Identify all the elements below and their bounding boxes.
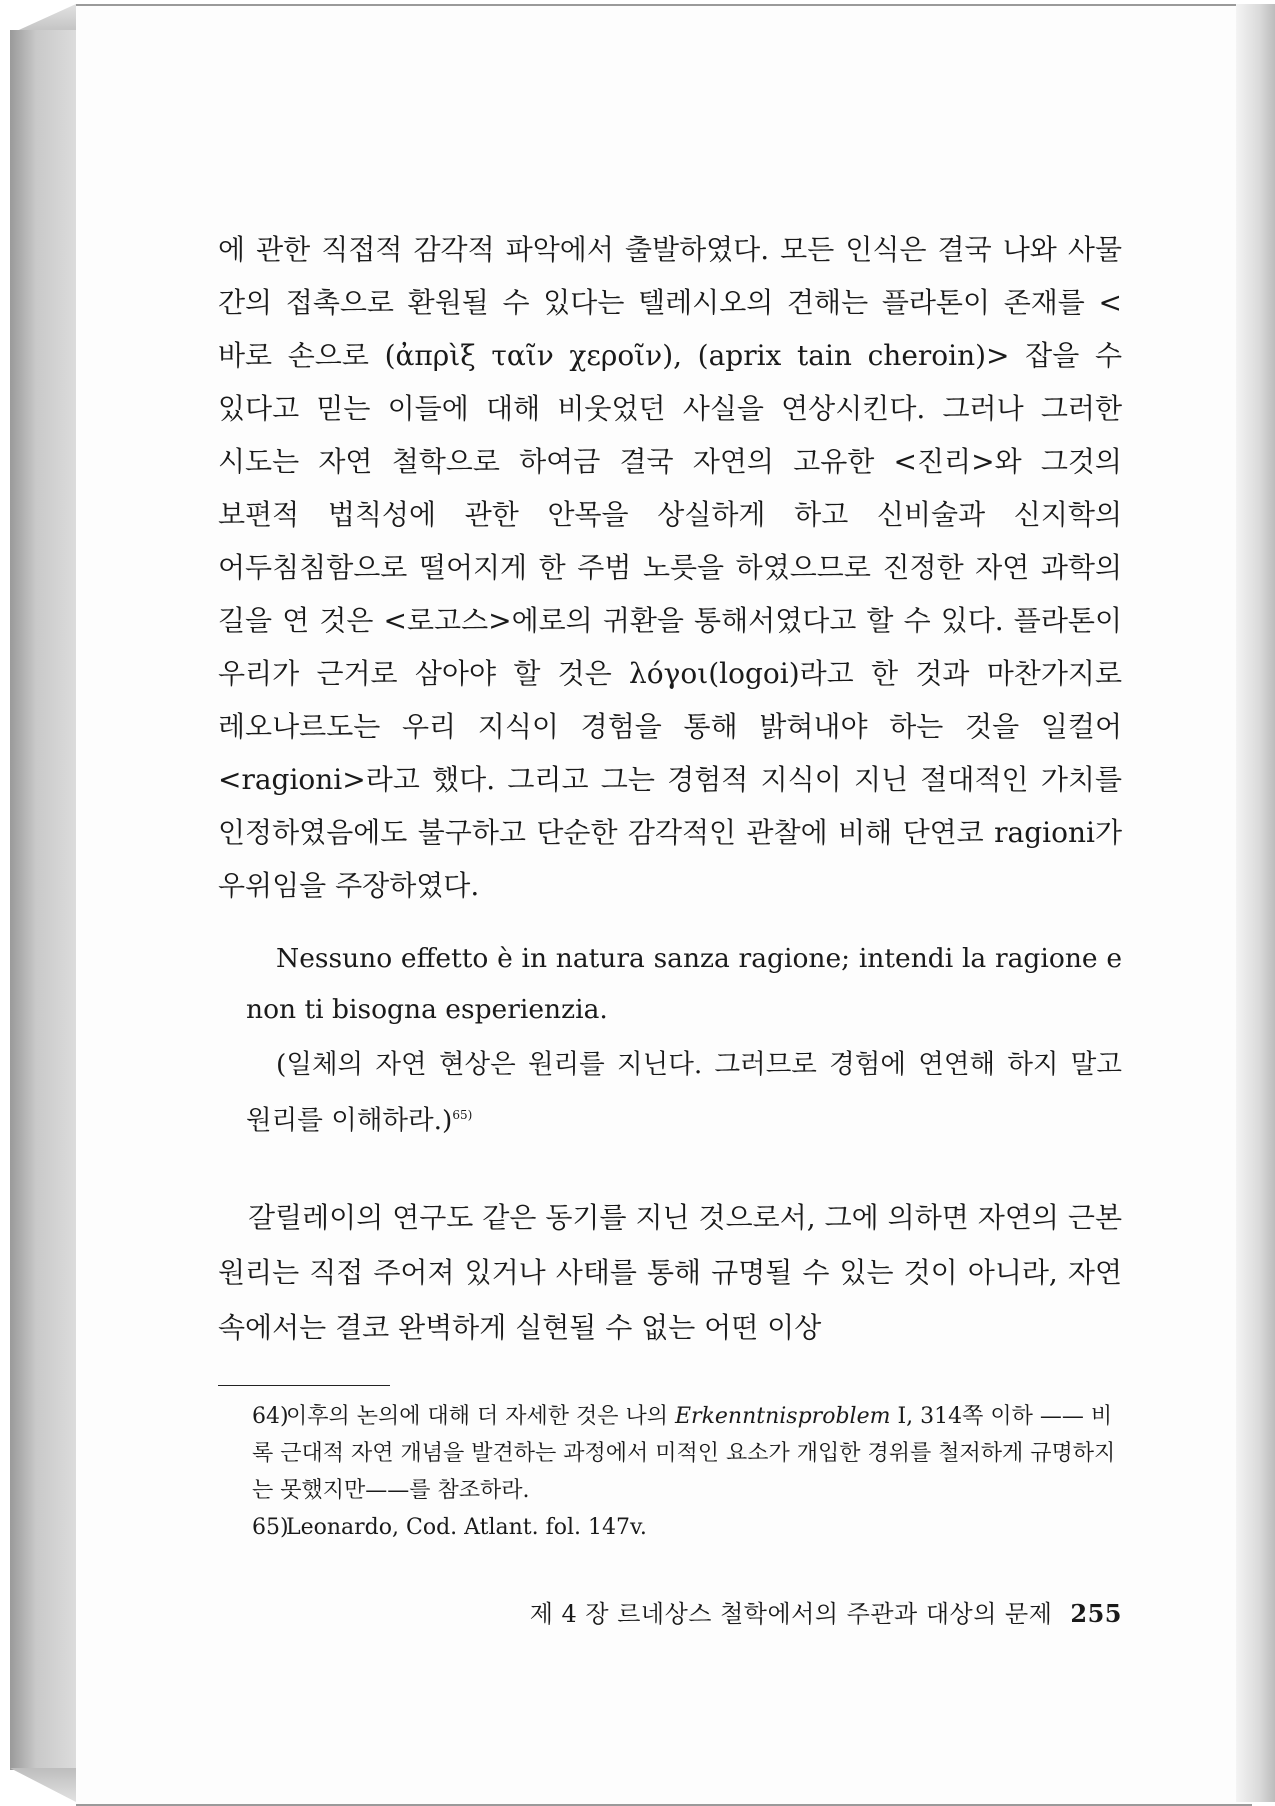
running-footer bbox=[488, 1594, 1122, 1629]
quote-korean-text: (일체의 자연 현상은 원리를 지닌다. 그러므로 경험에 연연해 하지 말고 원리를 이해하라.) bbox=[246, 1049, 1122, 1136]
footnote-number: 64) bbox=[252, 1404, 289, 1429]
paragraph: 에 관한 직접적 감각적 파악에서 출발하였다. 모든 인식은 결국 나와 사물 간의 접촉으로 환원될 수 있다는 텔레시오의 견해는 플라톤이 존재를 <바로 손으로 (ἀπρὶξ ταῖν χεροῖν), (aprix tain cheroin)> 잡을 수 있다고 믿는 이들에 대해 비웃었던 사실을 연상시킨다. 그러나 그러한 시도는 자연 철학으로 하여금 결국 자연의 고유한 <진리>와 그것의 보편적 법칙성에 관한 안목을 상실하게 하고 신비술과 신지학의 어두침침함으로 떨어지게 한 주범 노릇을 하였으므로 진정한 자연 과학의 길을 연 것은 <로고스>에로의 귀환을 통해서였다고 할 수 있다. 플라톤이 우리가 근거로 삼아야 할 것은 λόγοι(logoi)라고 한 것과 마찬가지로 레오나르도는 우리 지식이 경험을 통해 밝혀내야 하는 것을 일컬어 <ragioni>라고 했다. 그리고 그는 경험적 지식이 지닌 절대적인 가치를 인정하였음에도 불구하고 단순한 감각적인 관찰에 비해 단연코 ragioni가 우위임을 주장하였다. bbox=[218, 233, 1122, 902]
footnote-number: 65) bbox=[252, 1515, 289, 1540]
footnote-text-cont: I, 314쪽 이하 —— 비록 근대적 자연 개념을 발견하는 과정에서 미적인 요소가 개입한 경위를 철저하게 규명하지는 못했지만——를 참조하라. bbox=[252, 1404, 1116, 1503]
book-spine-top bbox=[10, 4, 76, 34]
footnotes bbox=[252, 1398, 1122, 1546]
footnote-text: Leonardo, Cod. Atlant. fol. 147v. bbox=[286, 1515, 647, 1540]
quote-italian: Nessuno effetto è in natura sanza ragione; intendi la ragione e non ti bisogna esperienzia. bbox=[246, 943, 1122, 1025]
paragraph: 갈릴레이의 연구도 같은 동기를 지닌 것으로서, 그에 의하면 자연의 근본 원리는 직접 주어져 있거나 사태를 통해 규명될 수 있는 것이 아니라, 자연 속에서는 결코 완벽하게 실현될 수 없는 어떤 이상 bbox=[218, 1201, 1122, 1344]
block-quote bbox=[246, 933, 1122, 1146]
footnote-ref-65[interactable]: 65) bbox=[452, 1108, 473, 1122]
footnote-65 bbox=[252, 1509, 1122, 1546]
quote-korean bbox=[246, 1039, 1122, 1146]
book-spine-bottom bbox=[10, 1768, 76, 1802]
page-edge-shadow bbox=[1236, 4, 1275, 1802]
footnote-divider bbox=[218, 1385, 390, 1386]
body-text-1 bbox=[218, 223, 1122, 912]
footnote-64 bbox=[252, 1398, 1122, 1509]
chapter-title: 제 4 장 르네상스 철학에서의 주관과 대상의 문제 bbox=[529, 1600, 1053, 1628]
body-text-2 bbox=[218, 1190, 1122, 1355]
footnote-italic-title: Erkenntnisproblem bbox=[675, 1404, 891, 1429]
page-number: 255 bbox=[1070, 1599, 1122, 1628]
footnote-text: 이후의 논의에 대해 더 자세한 것은 나의 bbox=[286, 1404, 675, 1429]
book-spine bbox=[10, 30, 76, 1770]
